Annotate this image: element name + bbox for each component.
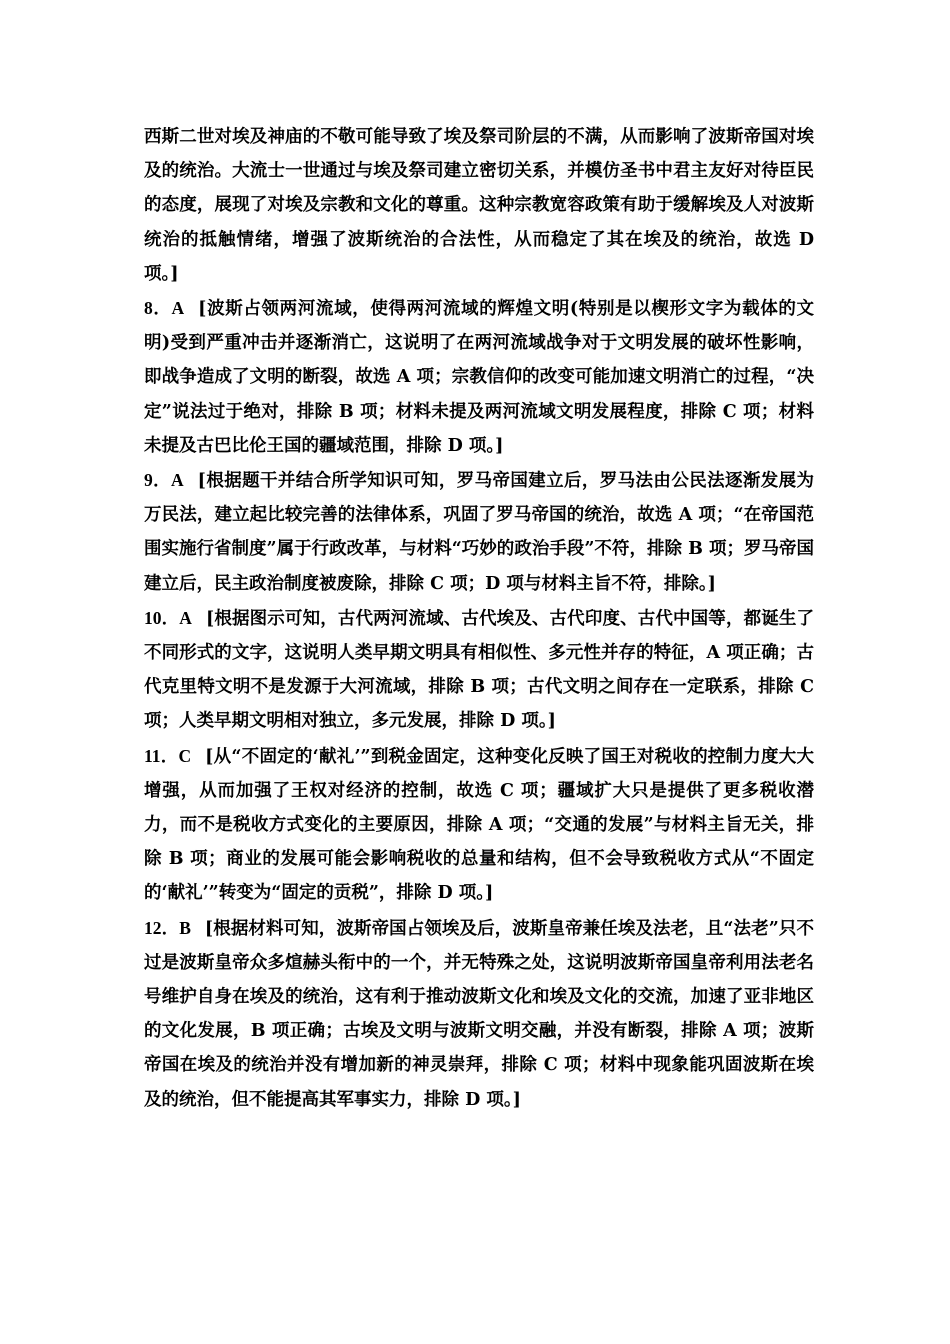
question-10-explanation <box>144 601 814 739</box>
paragraph-text: [根据题干并结合所学知识可知，罗马帝国建立后，罗马法由公民法逐渐发展为万民法，建立起比较完善的法律体系，巩固了罗马帝国的统治，故选 A 项；“在帝国范围实施行省制度”属于行政改革，与材料“巧妙的政治手段”不符，排除 B 项；罗马帝国建立后，民主政治制度被废除，排除 C 项；D 项与材料主旨不符，排除。] <box>144 471 815 594</box>
answer-letter: C <box>178 745 192 766</box>
question-number: 12． <box>144 917 180 938</box>
question-9-explanation <box>144 463 814 601</box>
answer-explanations <box>144 120 814 1117</box>
question-12-explanation <box>144 911 814 1117</box>
answer-letter: B <box>179 917 191 938</box>
question-8-explanation <box>144 291 814 463</box>
answer-letter: A <box>171 470 184 491</box>
paragraph-text: [根据材料可知，波斯帝国占领埃及后，波斯皇帝兼任埃及法老，且“法老”只不过是波斯皇帝众多煊赫头衔中的一个，并无特殊之处，这说明波斯帝国皇帝利用法老名号维护自身在埃及的统治，这有利于推动波斯文化和埃及文化的交流，加速了亚非地区的文化发展，B 项正确；古埃及文明与波斯文明交融，并没有断裂，排除 A 项；波斯帝国在埃及的统治并没有增加新的神灵崇拜，排除 C 项；材料中现象能巩固波斯在埃及的统治，但不能提高其军事实力，排除 D 项。] <box>144 918 814 1110</box>
question-number: 8． <box>144 298 172 319</box>
paragraph-text: [根据图示可知，古代两河流域、古代埃及、古代印度、古代中国等，都诞生了不同形式的文字，这说明人类早期文明具有相似性、多元性并存的特征，A 项正确；古代克里特文明不是发源于大河流域，排除 B 项；古代文明之间存在一定联系，排除 C 项；人类早期文明相对独立，多元发展，排除 D 项。] <box>144 608 815 732</box>
paragraph-continuation-7 <box>144 120 814 291</box>
question-number: 11． <box>144 745 179 766</box>
answer-letter: A <box>179 607 192 628</box>
question-number: 10． <box>144 607 180 628</box>
question-11-explanation <box>144 739 814 911</box>
paragraph-text: [波斯占领两河流域，使得两河流域的辉煌文明(特别是以楔形文字为载体的文明)受到严重冲击并逐渐消亡，这说明了在两河流域战争对于文明发展的破坏性影响，即战争造成了文明的断裂，故选 A 项；宗教信仰的改变可能加速文明消亡的过程，“决定”说法过于绝对，排除 B 项；材料未提及两河流域文明发展程度，排除 C 项；材料未提及古巴比伦王国的疆域范围，排除 D 项。] <box>144 299 814 456</box>
answer-letter: A <box>171 298 185 319</box>
paragraph-text: [从“不固定的‘献礼’”到税金固定，这种变化反映了国王对税收的控制力度大大增强，从而加强了王权对经济的控制，故选 C 项；疆域扩大只是提供了更多税收潜力，而不是税收方式变化的主要原因，排除 A 项；“交通的发展”与材料主旨无关，排除 B 项；商业的发展可能会影响税收的总量和结构，但不会导致税收方式从“不固定的‘献礼’”转变为“固定的贡税”，排除 D 项。] <box>144 746 814 904</box>
question-number: 9． <box>144 470 172 491</box>
paragraph-text: 西斯二世对埃及神庙的不敬可能导致了埃及祭司阶层的不满，从而影响了波斯帝国对埃及的统治。大流士一世通过与埃及祭司建立密切关系，并模仿圣书中君主友好对待臣民的态度，展现了对埃及宗教和文化的尊重。这种宗教宽容政策有助于缓解埃及人对波斯统治的抵触情绪，增强了波斯统治的合法性，从而稳定了其在埃及的统治，故选 D 项。] <box>144 127 814 284</box>
